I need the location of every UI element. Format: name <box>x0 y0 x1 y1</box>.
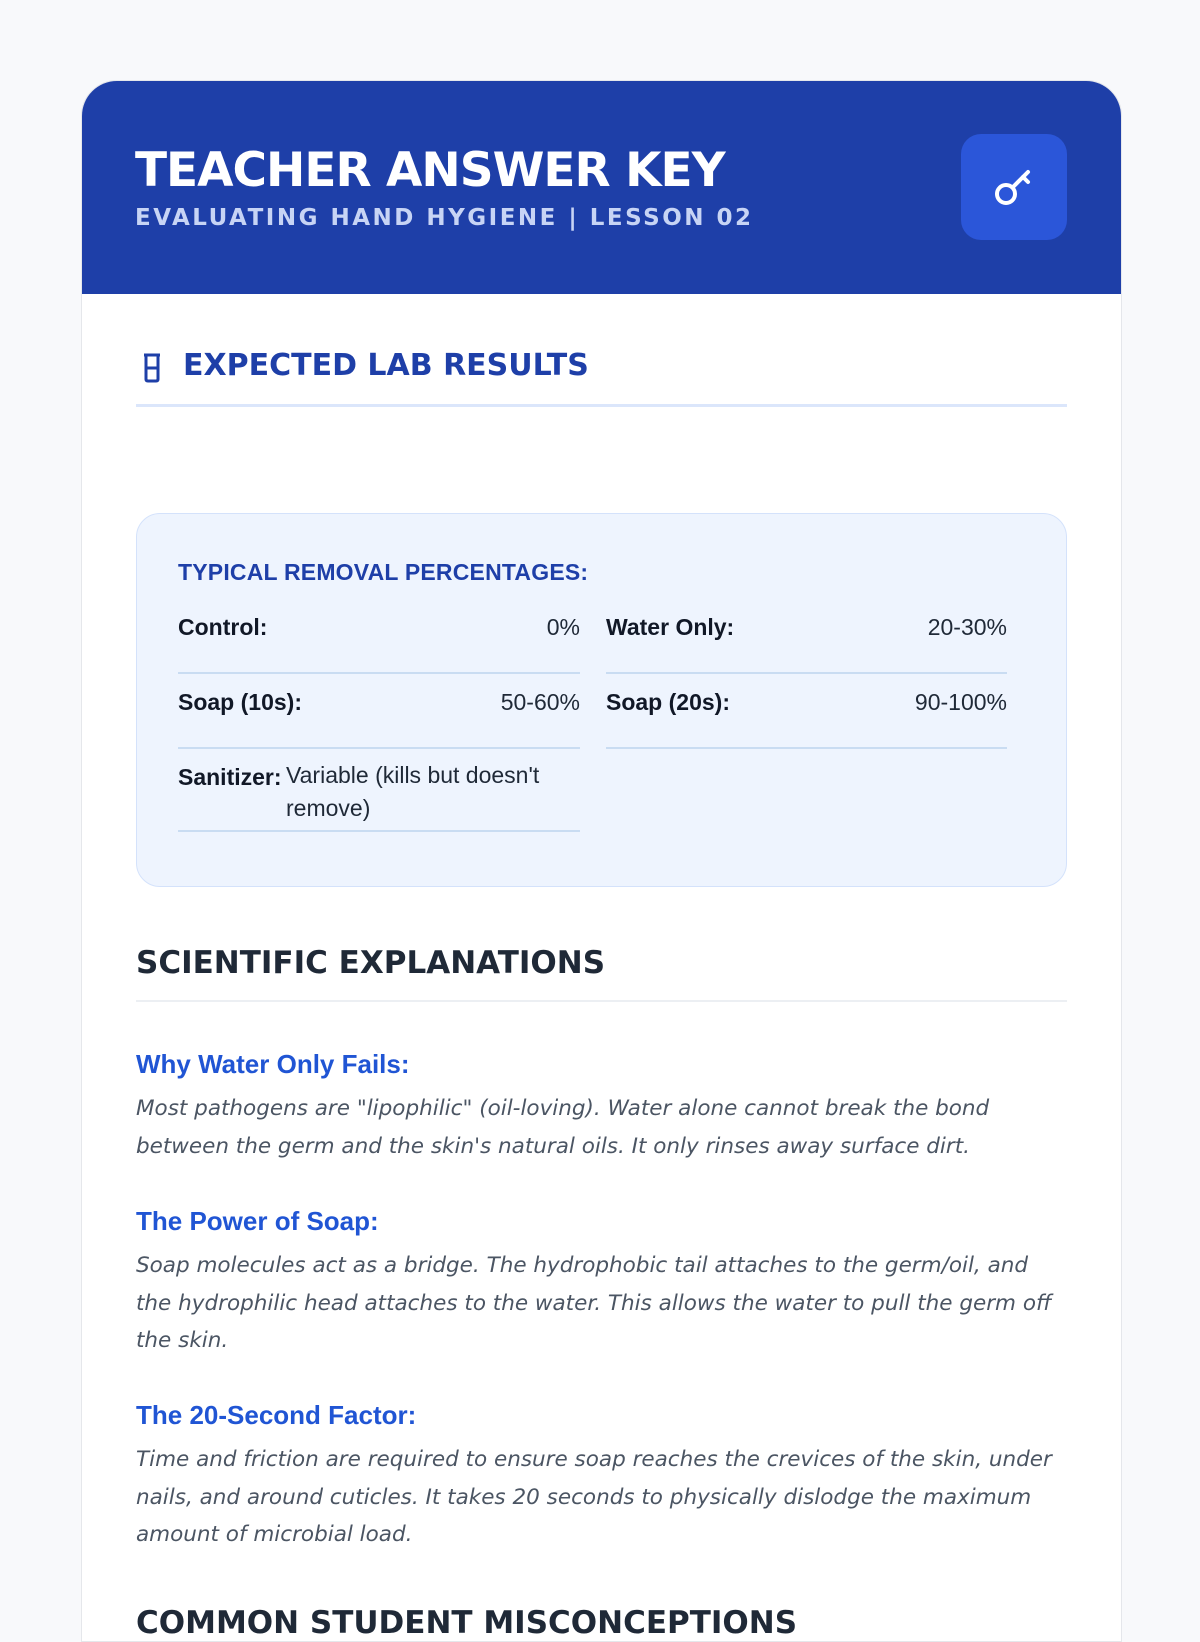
result-row-soap-10s <box>178 673 580 749</box>
misconceptions-title: COMMON STUDENT MISCONCEPTIONS <box>136 1605 798 1641</box>
explanation-item <box>136 1400 1067 1554</box>
explanation-item <box>136 1049 1067 1165</box>
explanation-heading: The 20-Second Factor: <box>136 1400 417 1430</box>
explanations-heading <box>136 945 1067 1002</box>
explanation-heading: Why Water Only Fails: <box>136 1049 410 1079</box>
lab-results-title: EXPECTED LAB RESULTS <box>183 348 589 383</box>
result-label: Soap (10s): <box>178 689 302 715</box>
explanation-item <box>136 1206 1067 1360</box>
result-value: 20-30% <box>927 614 1007 640</box>
result-row-water-only <box>606 598 1007 674</box>
result-value: 90-100% <box>914 689 1007 715</box>
results-box <box>136 513 1067 887</box>
results-box-label: TYPICAL REMOVAL PERCENTAGES: <box>178 559 589 585</box>
result-row-sanitizer <box>178 748 580 832</box>
explanations-title: SCIENTIFIC EXPLANATIONS <box>136 945 606 981</box>
explanation-body: Time and friction are required to ensure soap reaches the crevices of the skin, under nails, and around cuticles. It takes 20 seconds to physically dislodge the maximum amount of microbial load. <box>136 1447 1052 1547</box>
result-label: Soap (20s): <box>606 689 730 715</box>
header-banner <box>82 81 1121 294</box>
lab-results-heading <box>136 346 1067 407</box>
page-title: TEACHER ANSWER KEY <box>135 143 725 198</box>
result-value: Variable (kills but doesn't remove) <box>286 762 540 821</box>
result-label: Control: <box>178 614 268 640</box>
beaker-icon <box>140 352 164 384</box>
page-subtitle: EVALUATING HAND HYGIENE | LESSON 02 <box>135 205 754 231</box>
key-icon <box>989 162 1039 212</box>
explanation-heading: The Power of Soap: <box>136 1206 379 1236</box>
answer-key-card <box>81 80 1122 1642</box>
result-label: Water Only: <box>606 614 735 640</box>
misconceptions-heading <box>136 1605 1067 1642</box>
key-button[interactable] <box>961 134 1067 240</box>
result-row-soap-20s <box>606 673 1007 749</box>
result-row-control <box>178 598 580 674</box>
result-value: 0% <box>546 614 580 640</box>
explanation-body: Soap molecules act as a bridge. The hydrophobic tail attaches to the germ/oil, and the hydrophilic head attaches to the water. This allows the water to pull the germ off the skin. <box>136 1253 1052 1353</box>
explanation-body: Most pathogens are "lipophilic" (oil-loving). Water alone cannot break the bond between the germ and the skin's natural oils. It only rinses away surface dirt. <box>136 1096 990 1159</box>
result-label: Sanitizer: <box>178 764 282 790</box>
result-value: 50-60% <box>500 689 580 715</box>
